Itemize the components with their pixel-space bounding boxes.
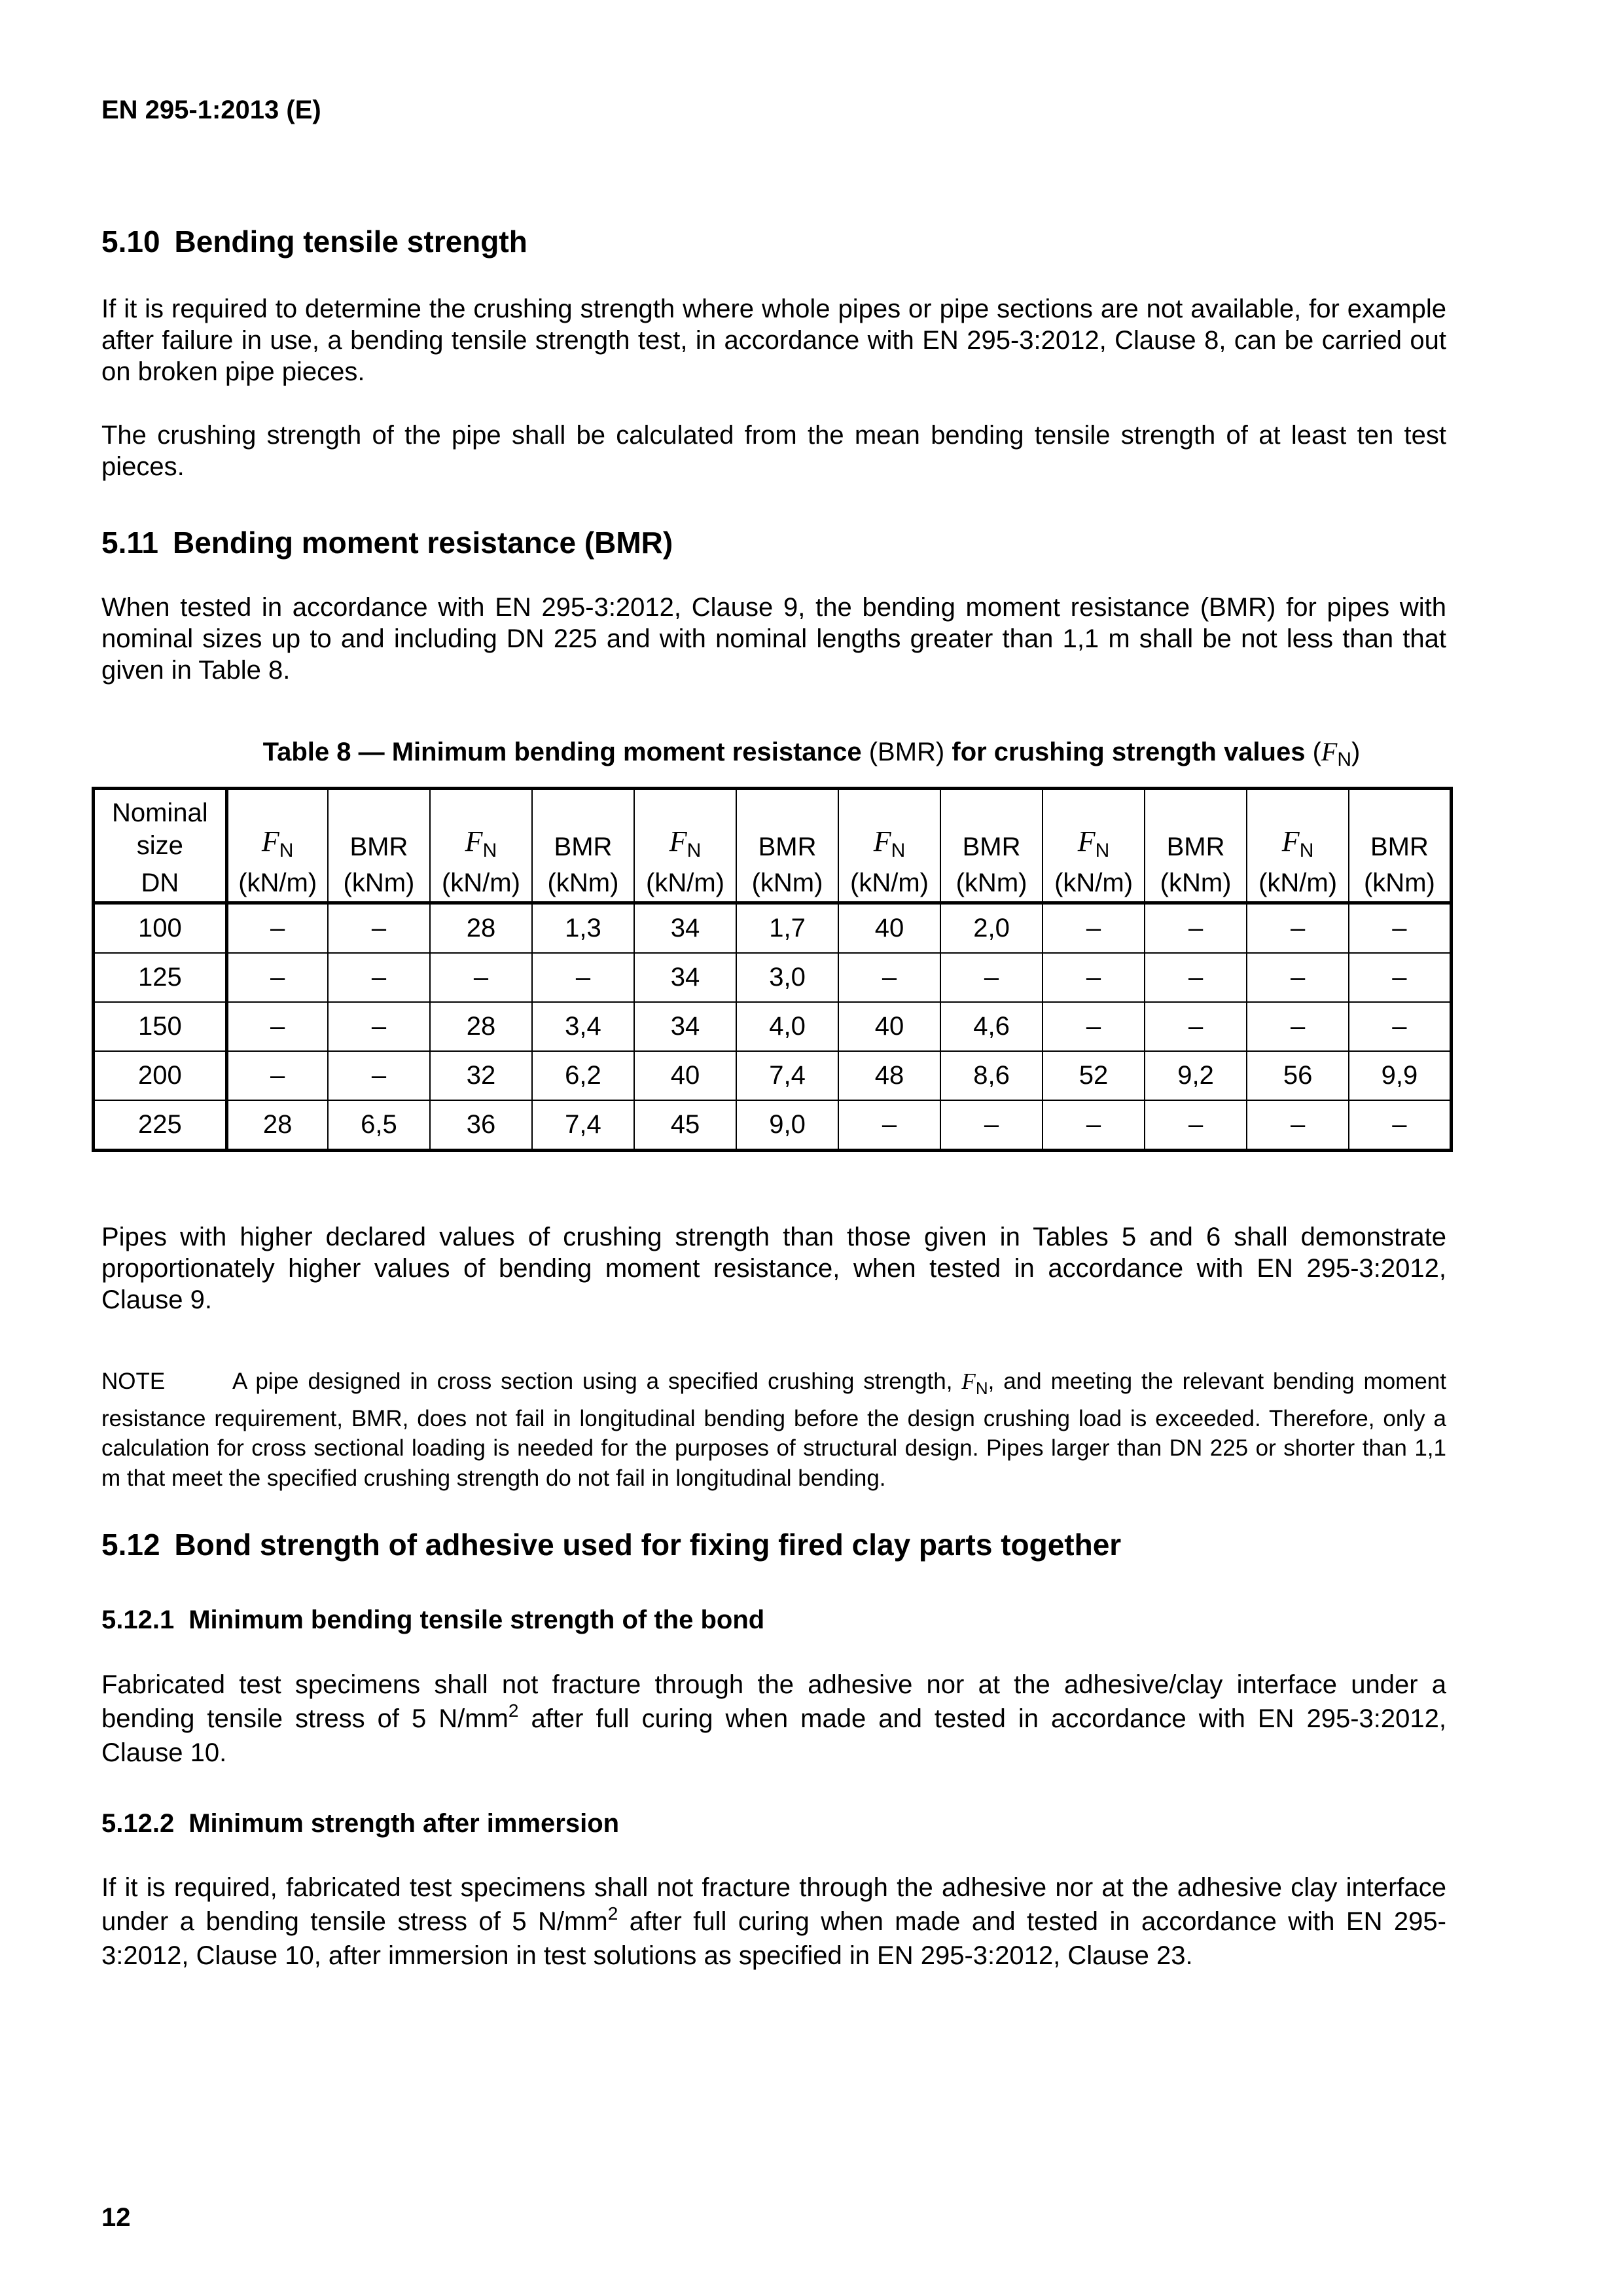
- table-cell: –: [1145, 953, 1247, 1002]
- table-cell: 28: [226, 1100, 328, 1151]
- table-cell: 48: [838, 1051, 940, 1100]
- table-cell: 40: [634, 1051, 736, 1100]
- header-unit-bmr: (kNm): [736, 865, 839, 903]
- table-cell: 4,6: [940, 1002, 1043, 1051]
- header-bmr: BMR: [1349, 789, 1452, 865]
- caption-paren-open: (: [1305, 738, 1321, 766]
- table-cell: 40: [838, 903, 940, 954]
- header-unit-bmr: (kNm): [328, 865, 431, 903]
- note-block: [101, 1367, 1446, 1493]
- header-fn: $F_N$: [1247, 789, 1349, 865]
- table-cell: –: [226, 953, 328, 1002]
- header-unit-fn: (kN/m): [838, 865, 940, 903]
- table-cell: 40: [838, 1002, 940, 1051]
- table-cell: 52: [1043, 1051, 1145, 1100]
- table-cell: 28: [430, 903, 532, 954]
- table-cell: –: [430, 953, 532, 1002]
- section-title: Bending tensile strength: [174, 224, 527, 259]
- section-number: 5.12.1: [101, 1605, 175, 1634]
- table-8-caption: [0, 736, 1623, 771]
- table-cell: –: [1349, 903, 1452, 954]
- table-cell: –: [1145, 1002, 1247, 1051]
- table-cell: –: [532, 953, 635, 1002]
- header-bmr: BMR: [736, 789, 839, 865]
- section-5-11-heading: [101, 525, 673, 560]
- header-unit-bmr: (kNm): [940, 865, 1043, 903]
- section-title: Minimum strength after immersion: [188, 1809, 620, 1838]
- document-id-header: EN 295-1:2013 (E): [101, 96, 321, 124]
- table-cell: 28: [430, 1002, 532, 1051]
- table-row: [94, 953, 1452, 1002]
- header-dn: DN: [94, 865, 227, 903]
- table-cell: –: [1247, 953, 1349, 1002]
- table-cell: 34: [634, 903, 736, 954]
- header-bmr: BMR: [532, 789, 635, 865]
- table-cell: 7,4: [736, 1051, 839, 1100]
- note-text-a: A pipe designed in cross section using a specified crushing strength,: [232, 1369, 962, 1394]
- table-header-row-1: [94, 789, 1452, 865]
- header-unit-bmr: (kNm): [1349, 865, 1452, 903]
- note-fn-symbol: $F_N$: [961, 1369, 988, 1398]
- table-cell: –: [328, 903, 431, 954]
- table-cell: –: [1043, 1100, 1145, 1151]
- header-nominal-size: Nominal size: [94, 789, 227, 865]
- header-unit-bmr: (kNm): [532, 865, 635, 903]
- table-cell: 56: [1247, 1051, 1349, 1100]
- section-5-10-heading: [101, 224, 527, 259]
- table-header-row-2: [94, 865, 1452, 903]
- table-cell: –: [1247, 903, 1349, 954]
- table-cell: –: [1043, 903, 1145, 954]
- table-cell: –: [1247, 1100, 1349, 1151]
- header-unit-fn: (kN/m): [634, 865, 736, 903]
- table-cell: 3,4: [532, 1002, 635, 1051]
- table-cell: 8,6: [940, 1051, 1043, 1100]
- section-5-12-heading: [101, 1527, 1121, 1562]
- header-fn: $F_N$: [430, 789, 532, 865]
- table-row: [94, 1051, 1452, 1100]
- table-row: [94, 903, 1452, 954]
- table-cell: 2,0: [940, 903, 1043, 954]
- table-cell: 9,0: [736, 1100, 839, 1151]
- table-cell: 45: [634, 1100, 736, 1151]
- caption-bold-part-2: for crushing strength values: [952, 738, 1306, 766]
- table-cell: –: [838, 953, 940, 1002]
- header-unit-fn: (kN/m): [1247, 865, 1349, 903]
- table-cell-dn: 100: [94, 903, 227, 954]
- table-cell: –: [1247, 1002, 1349, 1051]
- page-number: 12: [101, 2203, 131, 2232]
- caption-bold-part-1: Table 8 — Minimum bending moment resistance: [262, 738, 862, 766]
- table-cell: 3,0: [736, 953, 839, 1002]
- section-5-10-paragraph-1: If it is required to determine the crushing strength where whole pipes or pipe sections are not available, for example after failure in use, a bending tensile strength test, in accordance with EN 295-3:2012, Clause 8, can be carried out on broken pipe pieces.: [101, 295, 1446, 386]
- table-cell: –: [838, 1100, 940, 1151]
- table-cell: –: [226, 903, 328, 954]
- caption-fn-symbol: $F_N$: [1321, 737, 1352, 770]
- header-bmr: BMR: [940, 789, 1043, 865]
- section-5-12-1-paragraph: Fabricated test specimens shall not fracture through the adhesive nor at the adhesive/clay interface under a bending tensile stress of 5 $N/mm^2$ after full curing when made and tested in accordance with EN 295-3:2012, Clause 10.: [101, 1670, 1446, 1767]
- table-cell: 4,0: [736, 1002, 839, 1051]
- header-bmr: BMR: [328, 789, 431, 865]
- table-cell-dn: 150: [94, 1002, 227, 1051]
- table-cell-dn: 225: [94, 1100, 227, 1151]
- table-cell: 9,2: [1145, 1051, 1247, 1100]
- table-cell-dn: 125: [94, 953, 227, 1002]
- section-title: Minimum bending tensile strength of the bond: [188, 1605, 765, 1634]
- section-5-12-2-heading: [101, 1809, 619, 1839]
- section-number: 5.10: [101, 224, 160, 259]
- table-cell: –: [1145, 1100, 1247, 1151]
- table-cell: 1,7: [736, 903, 839, 954]
- table-row: [94, 1002, 1452, 1051]
- header-unit-fn: (kN/m): [226, 865, 328, 903]
- table-cell: –: [328, 953, 431, 1002]
- header-fn: $F_N$: [838, 789, 940, 865]
- section-5-11-paragraph-1: When tested in accordance with EN 295-3:2012, Clause 9, the bending moment resistance (BMR) for pipes with nominal sizes up to and including DN 225 and with nominal lengths greater than 1,1 m shall be not less than that given in Table 8.: [101, 593, 1446, 685]
- section-number: 5.11: [101, 526, 158, 560]
- header-unit-fn: (kN/m): [430, 865, 532, 903]
- section-number: 5.12.2: [101, 1809, 175, 1838]
- after-table-paragraph: Pipes with higher declared values of crushing strength than those given in Tables 5 and 6 shall demonstrate proportionately higher values of bending moment resistance, when tested in accordance with EN 295-3:2012, Clause 9.: [101, 1223, 1446, 1314]
- header-unit-fn: (kN/m): [1043, 865, 1145, 903]
- table-cell: 6,5: [328, 1100, 431, 1151]
- table-cell: –: [1349, 953, 1452, 1002]
- header-bmr: BMR: [1145, 789, 1247, 865]
- caption-paren-close: ): [1351, 738, 1361, 766]
- header-unit-bmr: (kNm): [1145, 865, 1247, 903]
- table-cell: 1,3: [532, 903, 635, 954]
- header-fn: $F_N$: [634, 789, 736, 865]
- table-8-bmr: [92, 787, 1453, 1152]
- table-cell: 36: [430, 1100, 532, 1151]
- section-5-12-2-paragraph: If it is required, fabricated test specimens shall not fracture through the adhesive nor at the adhesive clay interface under a bending tensile stress of 5 $N/mm^2$ after full curing when made and tested in accordance with EN 295-3:2012, Clause 10, after immersion in test solutions as specified in EN 295-3:2012, Clause 23.: [101, 1873, 1446, 1970]
- header-fn: $F_N$: [1043, 789, 1145, 865]
- caption-normal-part: (BMR): [861, 738, 952, 766]
- table-cell: –: [328, 1002, 431, 1051]
- table-cell: –: [1145, 903, 1247, 954]
- section-5-10-paragraph-2: The crushing strength of the pipe shall be calculated from the mean bending tensile strength of at least ten test pieces.: [101, 421, 1446, 481]
- table-cell: 34: [634, 1002, 736, 1051]
- section-title: Bond strength of adhesive used for fixing fired clay parts together: [174, 1528, 1122, 1562]
- table-row: [94, 1100, 1452, 1151]
- table-cell: –: [226, 1002, 328, 1051]
- note-label: NOTE: [101, 1369, 166, 1394]
- table-cell: –: [1349, 1002, 1452, 1051]
- table-cell: –: [226, 1051, 328, 1100]
- table-cell-dn: 200: [94, 1051, 227, 1100]
- table-cell: 34: [634, 953, 736, 1002]
- header-fn: $F_N$: [226, 789, 328, 865]
- table-cell: –: [1043, 1002, 1145, 1051]
- section-title: Bending moment resistance (BMR): [173, 526, 673, 560]
- table-cell: 7,4: [532, 1100, 635, 1151]
- table-cell: –: [940, 1100, 1043, 1151]
- note-text-b: , and meeting the relevant bending moment resistance requirement, BMR, does not fail in longitudinal bending before the design crushing load is exceeded. Therefore, only a calculation for cross sectional loading is needed for the purposes of structural design. Pipes larger than DN 225 or shorter than 1,1 m that meet the specified crushing strength do not fail in longitudinal bending.: [101, 1369, 1446, 1491]
- table-cell: 6,2: [532, 1051, 635, 1100]
- table-cell: –: [1043, 953, 1145, 1002]
- section-number: 5.12: [101, 1528, 160, 1562]
- table-cell: –: [1349, 1100, 1452, 1151]
- table-cell: –: [940, 953, 1043, 1002]
- table-cell: –: [328, 1051, 431, 1100]
- section-5-12-1-heading: [101, 1605, 764, 1635]
- table-cell: 32: [430, 1051, 532, 1100]
- table-cell: 9,9: [1349, 1051, 1452, 1100]
